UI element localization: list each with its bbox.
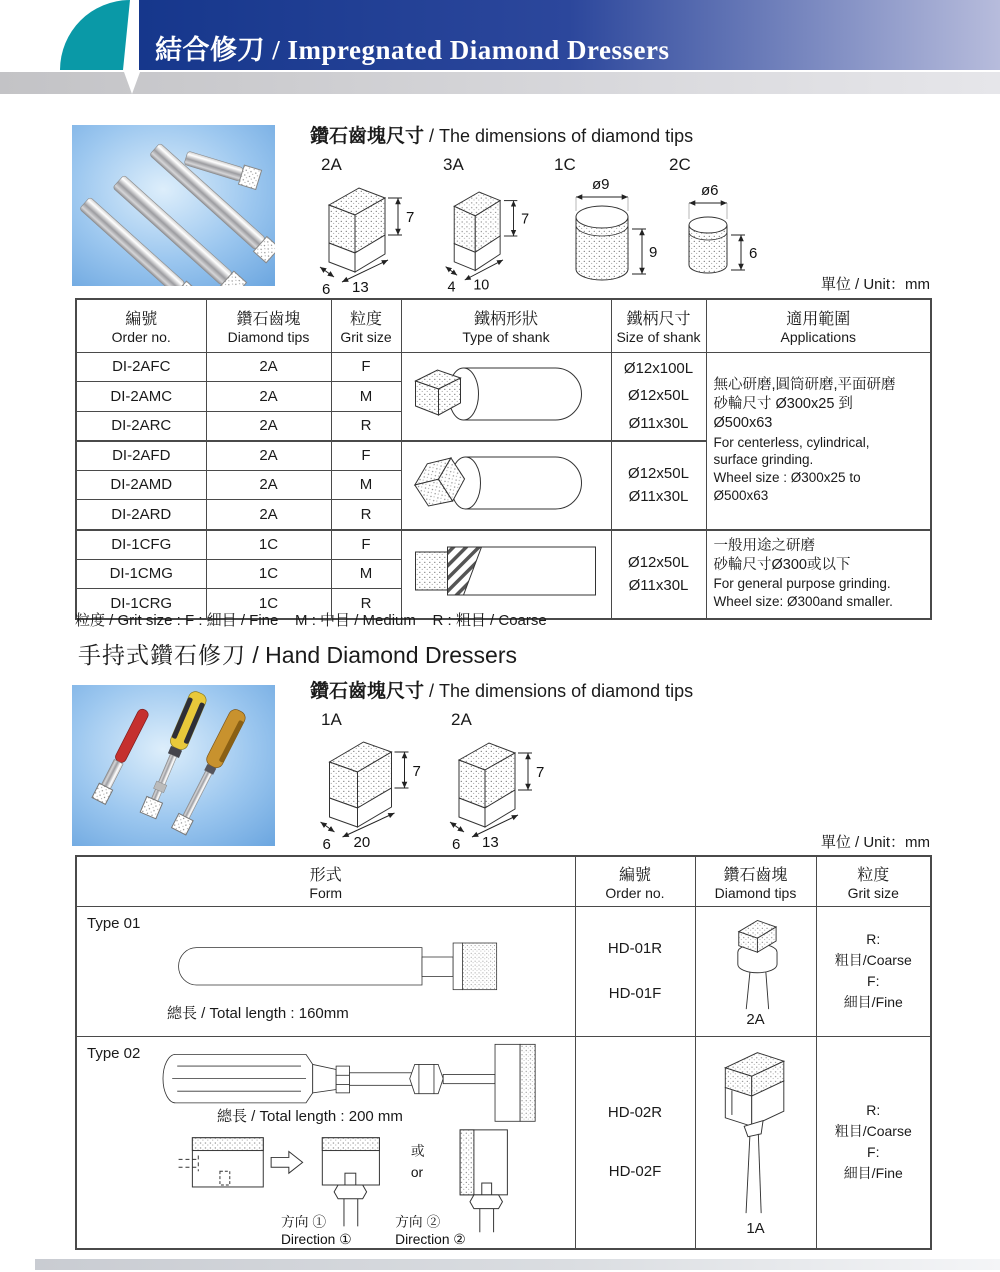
svg-text:7: 7 <box>536 764 545 781</box>
shank-size: Ø11x30L <box>628 488 689 505</box>
unit-label-1: 單位 / Unit：mm <box>820 276 930 293</box>
svg-text:6: 6 <box>452 836 461 852</box>
order-no: DI-1CMG <box>76 559 206 589</box>
svg-text:13: 13 <box>482 834 499 851</box>
svg-text:7: 7 <box>406 209 415 226</box>
tip-cell-type02 <box>695 1036 816 1249</box>
grit-size: R <box>331 589 401 619</box>
header-gray-bar <box>0 72 1000 94</box>
tip-figure-1a <box>315 710 440 857</box>
svg-text:4: 4 <box>447 279 456 296</box>
col-header-order: 編號 Order no. <box>76 299 206 352</box>
tip-label: 1A <box>746 1219 765 1237</box>
tip-label: 2C <box>669 155 691 174</box>
shank-drawing-c <box>401 352 611 441</box>
form-cell-type02 <box>76 1036 575 1249</box>
tip-diagram-block <box>445 730 560 852</box>
footer-bar <box>35 1259 1000 1270</box>
svg-text:20: 20 <box>353 834 371 851</box>
tip-figure-2a <box>315 155 433 302</box>
direction-diagram <box>162 1122 522 1248</box>
col-header-applications: 適用範圍 Applications <box>706 299 931 352</box>
col-header-grit: 粒度 Grit size <box>331 299 401 352</box>
svg-text:或: 或 <box>410 1142 425 1158</box>
order-no: DI-1CFG <box>76 530 206 560</box>
impregnated-dressers-table <box>75 298 932 620</box>
order-no: DI-2AFC <box>76 352 206 382</box>
shank-sizes-group1 <box>611 352 706 441</box>
diamond-tip: 2A <box>206 352 331 382</box>
shank-size: Ø11x30L <box>628 577 689 594</box>
svg-text:方向 ②: 方向 ② <box>395 1213 441 1229</box>
grit-size-legend: 粒度 / Grit size : F : 細目 / Fine M : 中目 / Medium R : 粗目 / Coarse <box>75 612 547 629</box>
grit-size: M <box>331 559 401 589</box>
svg-text:10: 10 <box>473 277 490 294</box>
shank-size: Ø12x50L <box>628 387 689 405</box>
section2-title: 手持式鑽石修刀 / Hand Diamond Dressers <box>78 642 517 668</box>
shank-diagram-angled-down <box>402 353 610 435</box>
table-row-type01 <box>76 906 931 1036</box>
tip-label: 1A <box>321 710 342 729</box>
diamond-tip: 2A <box>206 470 331 500</box>
col-header-shank-size: 鐵柄尺寸 Size of shank <box>611 299 706 352</box>
applications-group1: 無心研磨,圓筒研磨,平面研磨 砂輪尺寸 Ø300x25 到 Ø500x63 For centerless, cylindrical, surface grinding. Wheel size : Ø300x25 to Ø500x63 <box>706 352 931 530</box>
diamond-tip: 1C <box>206 559 331 589</box>
diamond-tip: 1C <box>206 530 331 560</box>
svg-text:7: 7 <box>521 211 530 228</box>
type01-drawing <box>165 929 511 999</box>
shank-diagram-angled-up <box>402 442 610 524</box>
svg-text:ø9: ø9 <box>592 176 610 193</box>
tip-label: 3A <box>443 155 464 174</box>
form-type-label: Type 02 <box>87 1044 141 1062</box>
diamond-tip: 2A <box>206 441 331 471</box>
diamond-tip: 2A <box>206 500 331 530</box>
order-no: HD-01F <box>608 985 662 1002</box>
col-header-shank-type: 鐵柄形狀 Type of shank <box>401 299 611 352</box>
svg-text:方向 ①: 方向 ① <box>280 1213 327 1229</box>
shank-size: Ø12x100L <box>623 360 694 378</box>
shank-size: Ø12x50L <box>628 465 689 482</box>
col-header-form: 形式 Form <box>76 856 575 906</box>
tip-diagram-block <box>315 175 430 297</box>
order-cell-type02 <box>575 1036 695 1249</box>
shank-diagram-square-tip <box>402 531 610 613</box>
svg-text:ø6: ø6 <box>701 182 719 199</box>
shank-size: Ø11x30L <box>628 414 689 432</box>
shank-drawing-d <box>401 441 611 530</box>
tip-figure-3a <box>437 155 555 302</box>
tip-cell-type01 <box>695 906 816 1036</box>
tip-label: 1C <box>554 155 576 174</box>
dim-heading-2: 鑽石齒塊尺寸 / The dimensions of diamond tips <box>310 681 694 702</box>
grit-size: M <box>331 382 401 412</box>
teal-quarter-circle <box>60 0 130 70</box>
shank-size: Ø12x50L <box>628 554 689 571</box>
order-no: DI-2AFD <box>76 441 206 471</box>
shank-sizes-group3 <box>611 530 706 619</box>
grit-cell-type02: R: 粗目/Coarse F: 細目/Fine <box>816 1036 931 1249</box>
tip-diagram-block <box>315 730 435 852</box>
tip-on-shank-drawing-2a <box>714 913 799 1011</box>
order-no: HD-02F <box>608 1163 662 1181</box>
tip-figure-2a-hand <box>445 710 567 857</box>
svg-text:13: 13 <box>352 279 369 296</box>
form-cell-type01 <box>76 906 575 1036</box>
order-no: DI-2AMC <box>76 382 206 412</box>
shank-drawing-g <box>401 530 611 619</box>
svg-text:6: 6 <box>322 281 331 297</box>
form-type-label: Type 01 <box>87 914 141 932</box>
svg-text:Direction ①: Direction ① <box>280 1231 352 1247</box>
applications-group2: 一般用途之研磨 砂輪尺寸Ø300或以下 For general purpose grinding. Wheel size: Ø300and smaller. <box>706 530 931 619</box>
tip-figure-1c <box>548 155 670 298</box>
total-length-label: 總長 / Total length : 200 mm <box>217 1107 403 1125</box>
page-title-en: / Impregnated Diamond Dressers <box>265 35 670 65</box>
table-row <box>76 530 931 560</box>
col-header-diamond-tips: 鑽石齒塊 Diamond tips <box>695 856 816 906</box>
diamond-tip: 2A <box>206 382 331 412</box>
grit-size: M <box>331 470 401 500</box>
table-row <box>76 352 931 382</box>
order-no: HD-02R <box>607 1104 663 1122</box>
diamond-tip: 2A <box>206 411 331 441</box>
hand-dressers-photo <box>72 685 275 846</box>
tip-label: 2A <box>451 710 472 729</box>
order-no: DI-2ARC <box>76 411 206 441</box>
svg-text:7: 7 <box>412 763 421 780</box>
grit-size: F <box>331 352 401 382</box>
tip-on-shank-drawing-1a <box>708 1047 803 1215</box>
order-no: DI-2AMD <box>76 470 206 500</box>
grit-size: F <box>331 530 401 560</box>
tip-label: 2A <box>746 1010 765 1028</box>
page-title-zh: 結合修刀 <box>155 35 265 65</box>
tip-diagram-block <box>437 175 547 297</box>
col-header-grit: 粒度 Grit size <box>816 856 931 906</box>
impregnated-dressers-photo <box>72 125 275 286</box>
page-title <box>155 28 670 67</box>
svg-text:6: 6 <box>749 245 758 262</box>
dim-heading-1: 鑽石齒塊尺寸 / The dimensions of diamond tips <box>310 126 694 147</box>
order-no: DI-2ARD <box>76 500 206 530</box>
col-header-order: 編號 Order no. <box>575 856 695 906</box>
svg-text:Direction ②: Direction ② <box>395 1231 466 1247</box>
svg-text:9: 9 <box>649 244 658 261</box>
total-length-label: 總長 / Total length : 160mm <box>167 1004 349 1022</box>
shank-sizes-group2 <box>611 441 706 530</box>
grit-size: F <box>331 441 401 471</box>
col-header-diamond-tips: 鑽石齒塊 Diamond tips <box>206 299 331 352</box>
order-cell-type01 <box>575 906 695 1036</box>
table-row-type02 <box>76 1036 931 1249</box>
unit-label-2: 單位 / Unit：mm <box>820 834 930 851</box>
arrow-right-icon <box>271 1151 303 1173</box>
grit-size: R <box>331 500 401 530</box>
order-no: DI-1CRG <box>76 589 206 619</box>
grit-size: R <box>331 411 401 441</box>
svg-text:6: 6 <box>322 836 331 852</box>
grit-cell-type01: R: 粗目/Coarse F: 細目/Fine <box>816 906 931 1036</box>
order-no: HD-01R <box>607 940 663 957</box>
diamond-tip: 1C <box>206 589 331 619</box>
hand-dressers-table <box>75 855 932 1250</box>
tip-label: 2A <box>321 155 342 174</box>
svg-text:or: or <box>410 1164 424 1180</box>
tip-diagram-cylinder <box>548 175 668 293</box>
